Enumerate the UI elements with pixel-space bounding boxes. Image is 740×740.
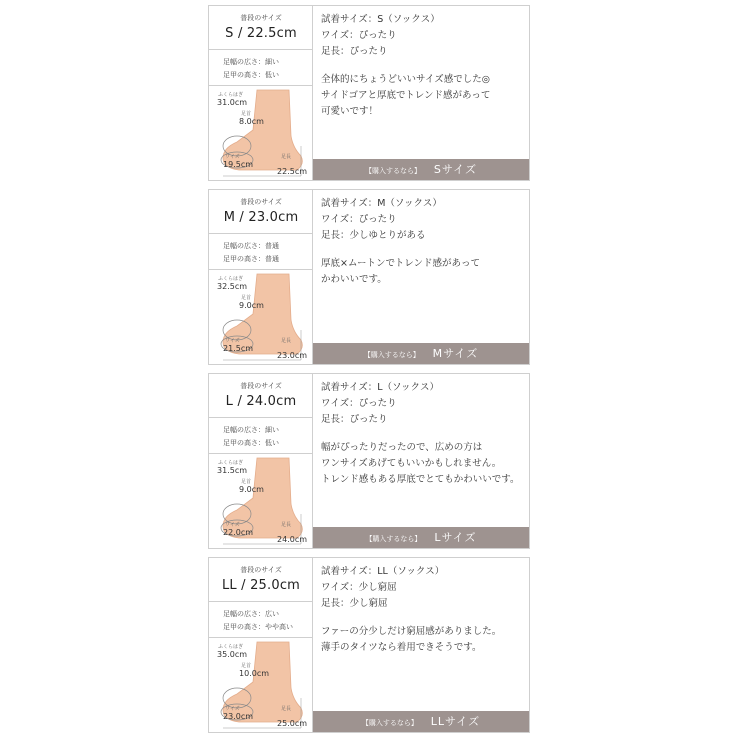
- foot-shape-info: [209, 602, 313, 638]
- foot-width-text: 足幅の広さ：細い: [223, 58, 279, 66]
- usual-size-header: [209, 558, 313, 602]
- usual-size-header: [209, 6, 313, 50]
- calf-label: ふくらはぎ: [218, 92, 244, 98]
- usual-size-caption: 普段のサイズ: [240, 382, 282, 390]
- usual-size-caption: 普段のサイズ: [240, 14, 282, 22]
- wise-measurement: 22.0cm: [223, 528, 254, 537]
- foot-measurement-diagram: [209, 638, 313, 732]
- length-fit-text: 足長：ぴったり: [321, 46, 388, 57]
- review-comment: 厚底×ムートンでトレンド感があって かわいいです。: [321, 258, 480, 285]
- recommended-size: Mサイズ: [432, 347, 479, 360]
- wise-label: ワイズ: [225, 154, 240, 160]
- wise-measurement: 19.5cm: [223, 160, 254, 169]
- wise-measurement: 21.5cm: [223, 344, 254, 353]
- instep-height-text: 足甲の高さ：普通: [223, 255, 279, 263]
- ankle-label: 足首: [241, 295, 252, 301]
- usual-size-caption: 普段のサイズ: [240, 198, 282, 206]
- length-measurement: 22.5cm: [277, 167, 308, 176]
- measurement-panel: [209, 374, 313, 548]
- wise-fit-text: ワイズ：ぴったり: [321, 398, 397, 409]
- length-fit-text: 足長：少し窮屈: [321, 598, 388, 609]
- trial-info: [321, 12, 440, 60]
- usual-size-value: L / 24.0cm: [225, 394, 297, 409]
- wise-fit-text: ワイズ：ぴったり: [321, 30, 397, 41]
- wise-label: ワイズ: [225, 338, 240, 344]
- ankle-label: 足首: [241, 479, 252, 485]
- review-panel: [313, 6, 529, 180]
- ankle-label: 足首: [241, 663, 252, 669]
- size-review-card: [208, 189, 530, 365]
- ankle-measurement: 9.0cm: [239, 301, 264, 310]
- recommended-size: Sサイズ: [433, 163, 477, 176]
- foot-measurement-diagram: [209, 270, 313, 364]
- ankle-measurement: 8.0cm: [239, 117, 264, 126]
- trial-size-text: 試着サイズ：L（ソックス）: [321, 382, 439, 393]
- ankle-measurement: 9.0cm: [239, 485, 264, 494]
- foot-measurement-diagram: [209, 454, 313, 548]
- instep-height-text: 足甲の高さ：低い: [223, 439, 279, 447]
- trial-size-text: 試着サイズ：M（ソックス）: [321, 198, 442, 209]
- size-review-card: [208, 373, 530, 549]
- usual-size-value: M / 23.0cm: [223, 210, 299, 225]
- usual-size-value: S / 22.5cm: [225, 26, 297, 41]
- ankle-measurement: 10.0cm: [239, 669, 270, 678]
- size-review-card: [208, 5, 530, 181]
- recommended-size-bar: [313, 159, 529, 180]
- review-comment: 全体的にちょうどいいサイズ感でした◎ サイドゴアと厚底でトレンド感があって 可愛いです！: [321, 74, 491, 117]
- length-measurement: 25.0cm: [277, 719, 308, 728]
- length-fit-text: 足長：少しゆとりがある: [321, 230, 426, 241]
- usual-size-header: [209, 190, 313, 234]
- foot-shape-info: [209, 234, 313, 270]
- usual-size-caption: 普段のサイズ: [240, 566, 282, 574]
- recommended-size-bar: [313, 711, 529, 732]
- recommended-size: LLサイズ: [430, 715, 481, 728]
- calf-label: ふくらはぎ: [218, 460, 244, 466]
- buy-prefix: 【購入するなら】: [363, 351, 420, 359]
- length-fit-text: 足長：ぴったり: [321, 414, 388, 425]
- foot-shape-info: [209, 418, 313, 454]
- buy-prefix: 【購入するなら】: [365, 167, 421, 175]
- length-label: 足長: [281, 154, 292, 160]
- usual-size-value: LL / 25.0cm: [221, 578, 301, 593]
- trial-info: [321, 380, 439, 428]
- ankle-label: 足首: [241, 111, 252, 117]
- length-measurement: 23.0cm: [277, 351, 308, 360]
- foot-width-text: 足幅の広さ：広い: [223, 610, 279, 618]
- foot-measurement-diagram: [209, 86, 313, 180]
- foot-shape-info: [209, 50, 313, 86]
- length-measurement: 24.0cm: [277, 535, 308, 544]
- review-panel: [313, 558, 529, 732]
- review-panel: [313, 374, 529, 548]
- calf-label: ふくらはぎ: [218, 276, 244, 282]
- trial-info: [321, 196, 442, 244]
- calf-measurement: 35.0cm: [217, 650, 248, 659]
- wise-fit-text: ワイズ：ぴったり: [321, 214, 397, 225]
- instep-height-text: 足甲の高さ：やや高い: [223, 623, 293, 631]
- calf-measurement: 31.5cm: [217, 466, 248, 475]
- foot-width-text: 足幅の広さ：普通: [223, 242, 279, 250]
- length-label: 足長: [281, 706, 292, 712]
- foot-width-text: 足幅の広さ：細い: [223, 426, 279, 434]
- recommended-size-bar: [313, 527, 529, 548]
- wise-label: ワイズ: [225, 706, 240, 712]
- wise-fit-text: ワイズ：少し窮屈: [321, 582, 397, 593]
- buy-prefix: 【購入するなら】: [361, 719, 418, 727]
- calf-label: ふくらはぎ: [218, 644, 244, 650]
- length-label: 足長: [281, 522, 292, 528]
- measurement-panel: [209, 558, 313, 732]
- recommended-size: Lサイズ: [434, 531, 477, 544]
- trial-size-text: 試着サイズ：S（ソックス）: [321, 14, 440, 25]
- usual-size-header: [209, 374, 313, 418]
- wise-label: ワイズ: [225, 522, 240, 528]
- recommended-size-bar: [313, 343, 529, 364]
- trial-info: [321, 564, 444, 612]
- calf-measurement: 32.5cm: [217, 282, 248, 291]
- review-comment: 幅がぴったりだったので、広めの方は ワンサイズあげてもいいかもしれません。 トレンド感もある厚底でとてもかわいいです。: [321, 442, 520, 485]
- measurement-panel: [209, 190, 313, 364]
- instep-height-text: 足甲の高さ：低い: [223, 71, 279, 79]
- calf-measurement: 31.0cm: [217, 98, 248, 107]
- review-panel: [313, 190, 529, 364]
- trial-size-text: 試着サイズ：LL（ソックス）: [321, 566, 445, 577]
- measurement-panel: [209, 6, 313, 180]
- review-comment: ファーの分少しだけ窮屈感がありました。 薄手のタイツなら着用できそうです。: [321, 626, 502, 653]
- buy-prefix: 【購入するなら】: [365, 535, 422, 543]
- wise-measurement: 23.0cm: [223, 712, 254, 721]
- length-label: 足長: [281, 338, 292, 344]
- size-review-card: [208, 557, 530, 733]
